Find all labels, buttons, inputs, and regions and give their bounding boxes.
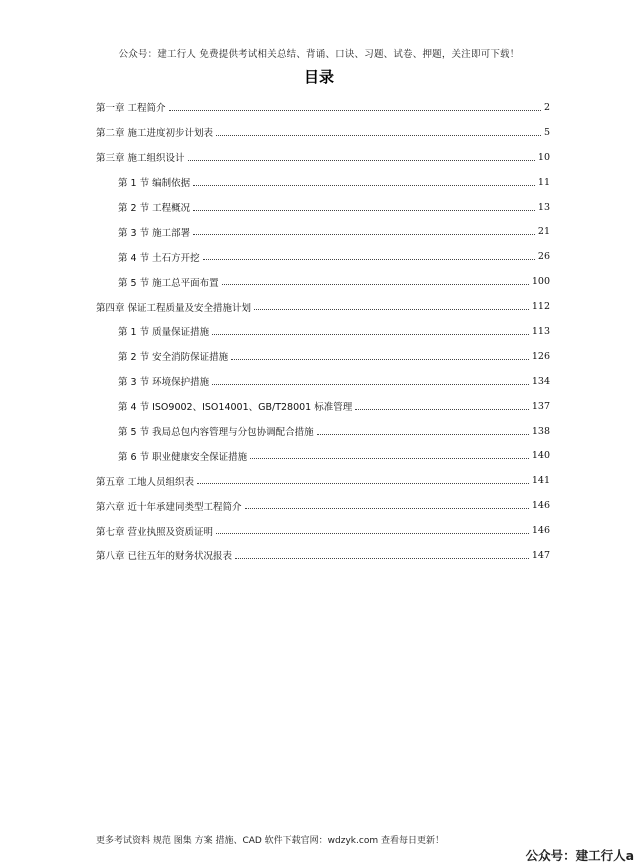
toc-entry-label: 第 5 节 我局总包内容管理与分包协调配合措施 — [118, 427, 314, 439]
footer-note: 更多考试资料 规范 图集 方案 措施、CAD 软件下载官网：wdzyk.com 查看每日更新！ — [96, 836, 444, 846]
toc-entry-page: 113 — [531, 325, 550, 337]
toc-entry-page: 146 — [531, 500, 550, 512]
toc-entry-label: 第 2 节 安全消防保证措施 — [118, 352, 229, 364]
toc-entry-label: 第 2 节 工程概况 — [118, 203, 191, 214]
toc-entry[interactable] — [96, 518, 550, 543]
toc-entry[interactable] — [96, 419, 550, 444]
toc-entry[interactable] — [96, 269, 550, 294]
toc-leader-dots — [193, 185, 535, 186]
toc-entry[interactable] — [96, 369, 550, 394]
toc-entry-label: 第七章 营业执照及资质证明 — [96, 526, 214, 538]
toc-entry-label: 第五章 工地人员组织表 — [96, 476, 195, 488]
toc-entry-label: 第 5 节 施工总平面布置 — [118, 277, 219, 289]
toc-entry-page: 140 — [531, 450, 550, 462]
toc-entry-page: 2 — [543, 101, 550, 113]
toc-leader-dots — [216, 533, 529, 534]
toc-leader-dots — [216, 135, 541, 136]
toc-leader-dots — [222, 284, 529, 285]
toc-entry-page: 26 — [537, 251, 550, 263]
document-title: 目录 — [303, 68, 334, 86]
toc-entry[interactable] — [96, 344, 550, 369]
toc-entry-page: 5 — [543, 126, 550, 138]
toc-leader-dots — [188, 160, 535, 161]
toc-entry-label: 第 1 节 质量保证措施 — [118, 327, 210, 339]
toc-leader-dots — [193, 234, 535, 235]
toc-entry[interactable] — [96, 543, 550, 568]
toc-entry[interactable] — [96, 120, 550, 145]
toc-entry-label: 第三章 施工组织设计 — [96, 153, 185, 165]
watermark: 公众号：建工行人a — [525, 848, 634, 863]
toc-entry[interactable] — [96, 319, 550, 344]
toc-entry-page: 13 — [537, 201, 550, 213]
toc-leader-dots — [231, 359, 529, 360]
toc-entry-page: 137 — [531, 400, 550, 412]
toc-entry-page: 11 — [537, 176, 550, 188]
toc-entry-page: 147 — [531, 549, 550, 561]
toc-leader-dots — [197, 483, 529, 484]
toc-entry[interactable] — [96, 244, 550, 269]
toc-leader-dots — [212, 334, 529, 335]
toc-entry-page: 100 — [531, 276, 550, 288]
toc-entry-page: 141 — [531, 475, 550, 487]
toc-entry-page: 134 — [531, 375, 550, 387]
toc-entry[interactable] — [96, 195, 550, 220]
toc-entry[interactable] — [96, 294, 550, 319]
toc-leader-dots — [355, 409, 529, 410]
toc-entry-label: 第二章 施工进度初步计划表 — [96, 128, 214, 140]
toc-entry-label: 第六章 近十年承建同类型工程简介 — [96, 501, 242, 513]
toc-entry-page: 126 — [531, 350, 550, 362]
toc-entry-label: 第 6 节 职业健康安全保证措施 — [118, 451, 248, 463]
toc-entry-label: 第一章 工程简介 — [96, 103, 166, 115]
toc-leader-dots — [212, 384, 529, 385]
toc-entry[interactable] — [96, 468, 550, 493]
toc-leader-dots — [250, 458, 529, 459]
toc-entry-label: 第 3 节 施工部署 — [118, 227, 191, 239]
toc-entry-page: 112 — [531, 301, 550, 313]
toc-entry[interactable] — [96, 170, 550, 195]
toc-entry[interactable] — [96, 219, 550, 244]
toc-leader-dots — [193, 210, 535, 211]
toc-leader-dots — [169, 110, 541, 111]
toc-entry-page: 10 — [537, 151, 550, 163]
header-note: 公众号：建工行人 免费提供考试相关总结、背诵、口诀、习题、试卷、押题，关注即可下载！ — [118, 49, 520, 60]
toc-entry-label: 第四章 保证工程质量及安全措施计划 — [96, 302, 252, 314]
toc-entry[interactable] — [96, 95, 550, 120]
toc-entry[interactable] — [96, 394, 550, 419]
table-of-contents — [96, 95, 550, 568]
toc-entry-page: 21 — [537, 226, 550, 238]
toc-entry-label: 第 4 节 土石方开挖 — [118, 252, 200, 264]
toc-entry[interactable] — [96, 493, 550, 518]
toc-leader-dots — [203, 259, 535, 260]
toc-leader-dots — [235, 558, 529, 559]
toc-leader-dots — [245, 508, 529, 509]
toc-entry-label: 第 4 节 ISO9002、ISO14001、GB/T28001 标准管理 — [118, 402, 353, 414]
toc-entry-label: 第八章 已往五年的财务状况报表 — [96, 551, 233, 563]
toc-entry-page: 138 — [531, 425, 550, 437]
toc-entry-label: 第 3 节 环境保护措施 — [118, 377, 210, 389]
toc-leader-dots — [317, 434, 529, 435]
toc-entry[interactable] — [96, 443, 550, 468]
toc-entry[interactable] — [96, 145, 550, 170]
toc-entry-page: 146 — [531, 525, 550, 537]
toc-entry-label: 第 1 节 编制依据 — [118, 178, 191, 190]
toc-leader-dots — [254, 309, 529, 310]
